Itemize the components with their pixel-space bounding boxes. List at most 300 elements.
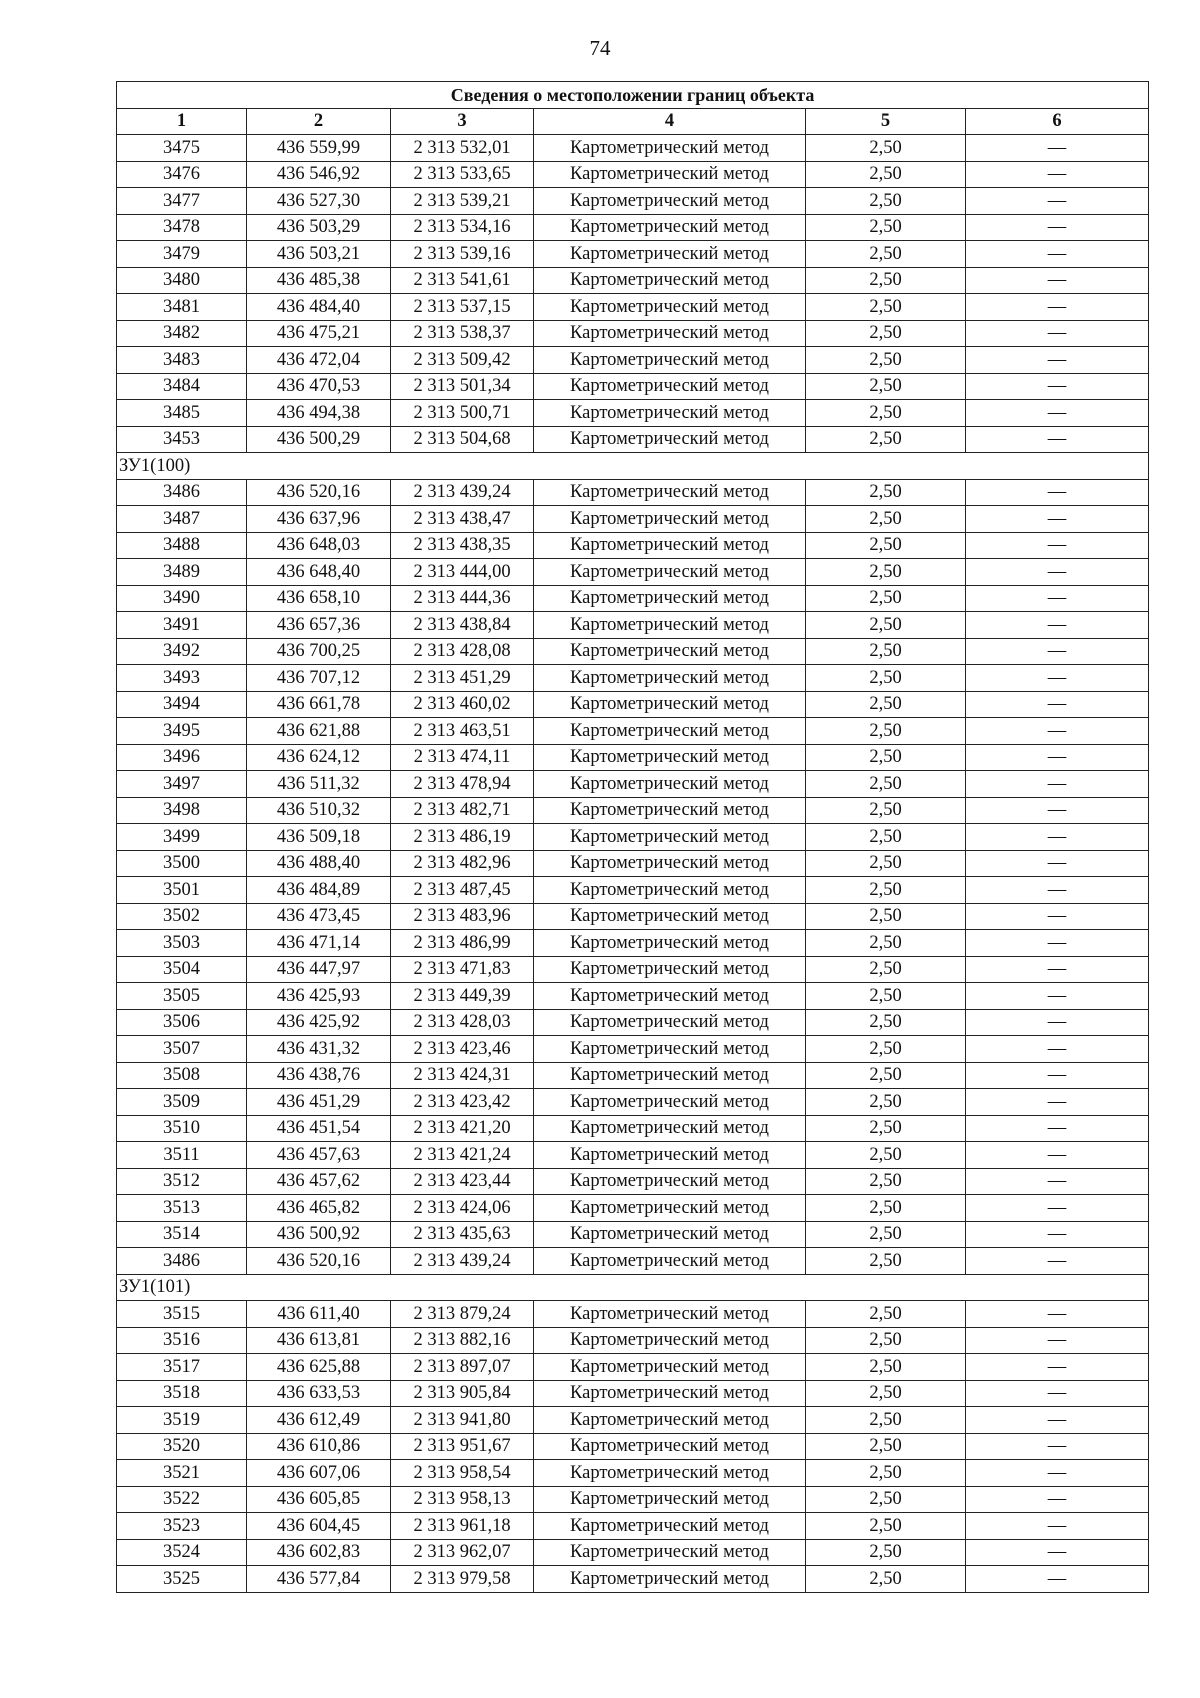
- description-cell: —: [966, 347, 1149, 374]
- method-cell: Картометрический метод: [534, 373, 806, 400]
- description-cell: —: [966, 1195, 1149, 1222]
- accuracy-cell: 2,50: [806, 320, 966, 347]
- accuracy-cell: 2,50: [806, 373, 966, 400]
- accuracy-cell: 2,50: [806, 1062, 966, 1089]
- description-cell: —: [966, 1486, 1149, 1513]
- table-row: [117, 214, 1149, 241]
- method-cell: Картометрический метод: [534, 585, 806, 612]
- y-coordinate-cell: 2 313 951,67: [391, 1433, 534, 1460]
- table-row: [117, 241, 1149, 268]
- y-coordinate-cell: 2 313 534,16: [391, 214, 534, 241]
- accuracy-cell: 2,50: [806, 930, 966, 957]
- x-coordinate-cell: 436 457,63: [247, 1142, 391, 1169]
- table-row: [117, 824, 1149, 851]
- description-cell: —: [966, 214, 1149, 241]
- accuracy-cell: 2,50: [806, 1301, 966, 1328]
- method-cell: Картометрический метод: [534, 1301, 806, 1328]
- point-number-cell: 3482: [117, 320, 247, 347]
- method-cell: Картометрический метод: [534, 1089, 806, 1116]
- point-number-cell: 3525: [117, 1566, 247, 1593]
- column-header: 3: [391, 108, 534, 135]
- table-row: [117, 267, 1149, 294]
- point-number-cell: 3519: [117, 1407, 247, 1434]
- accuracy-cell: 2,50: [806, 903, 966, 930]
- y-coordinate-cell: 2 313 537,15: [391, 294, 534, 321]
- x-coordinate-cell: 436 637,96: [247, 506, 391, 533]
- accuracy-cell: 2,50: [806, 400, 966, 427]
- table-row: [117, 1009, 1149, 1036]
- method-cell: Картометрический метод: [534, 214, 806, 241]
- method-cell: Картометрический метод: [534, 1460, 806, 1487]
- accuracy-cell: 2,50: [806, 1195, 966, 1222]
- method-cell: Картометрический метод: [534, 347, 806, 374]
- point-number-cell: 3514: [117, 1221, 247, 1248]
- description-cell: —: [966, 188, 1149, 215]
- description-cell: —: [966, 585, 1149, 612]
- point-number-cell: 3476: [117, 161, 247, 188]
- method-cell: Картометрический метод: [534, 1115, 806, 1142]
- table-row: [117, 135, 1149, 162]
- table-row: [117, 1380, 1149, 1407]
- point-number-cell: 3481: [117, 294, 247, 321]
- method-cell: Картометрический метод: [534, 1566, 806, 1593]
- y-coordinate-cell: 2 313 444,00: [391, 559, 534, 586]
- description-cell: —: [966, 1380, 1149, 1407]
- point-number-cell: 3511: [117, 1142, 247, 1169]
- description-cell: —: [966, 1354, 1149, 1381]
- accuracy-cell: 2,50: [806, 506, 966, 533]
- point-number-cell: 3518: [117, 1380, 247, 1407]
- accuracy-cell: 2,50: [806, 1327, 966, 1354]
- x-coordinate-cell: 436 520,16: [247, 1248, 391, 1275]
- point-number-cell: 3493: [117, 665, 247, 692]
- x-coordinate-cell: 436 604,45: [247, 1513, 391, 1540]
- table-row: [117, 506, 1149, 533]
- accuracy-cell: 2,50: [806, 1407, 966, 1434]
- method-cell: Картометрический метод: [534, 1380, 806, 1407]
- accuracy-cell: 2,50: [806, 1513, 966, 1540]
- accuracy-cell: 2,50: [806, 850, 966, 877]
- description-cell: —: [966, 1036, 1149, 1063]
- column-header: 2: [247, 108, 391, 135]
- point-number-cell: 3523: [117, 1513, 247, 1540]
- description-cell: —: [966, 824, 1149, 851]
- column-header: 5: [806, 108, 966, 135]
- method-cell: Картометрический метод: [534, 956, 806, 983]
- x-coordinate-cell: 436 473,45: [247, 903, 391, 930]
- description-cell: —: [966, 373, 1149, 400]
- table-row: [117, 1460, 1149, 1487]
- table-row: [117, 771, 1149, 798]
- accuracy-cell: 2,50: [806, 797, 966, 824]
- description-cell: —: [966, 1301, 1149, 1328]
- table-row: [117, 665, 1149, 692]
- x-coordinate-cell: 436 510,32: [247, 797, 391, 824]
- y-coordinate-cell: 2 313 428,08: [391, 638, 534, 665]
- table-row: [117, 1539, 1149, 1566]
- x-coordinate-cell: 436 471,14: [247, 930, 391, 957]
- table-row: [117, 1486, 1149, 1513]
- point-number-cell: 3517: [117, 1354, 247, 1381]
- accuracy-cell: 2,50: [806, 718, 966, 745]
- accuracy-cell: 2,50: [806, 241, 966, 268]
- column-header: 4: [534, 108, 806, 135]
- column-header: 1: [117, 108, 247, 135]
- point-number-cell: 3520: [117, 1433, 247, 1460]
- table-row: [117, 744, 1149, 771]
- x-coordinate-cell: 436 605,85: [247, 1486, 391, 1513]
- table-row: [117, 188, 1149, 215]
- x-coordinate-cell: 436 625,88: [247, 1354, 391, 1381]
- method-cell: Картометрический метод: [534, 850, 806, 877]
- table-row: [117, 373, 1149, 400]
- point-number-cell: 3521: [117, 1460, 247, 1487]
- description-cell: —: [966, 638, 1149, 665]
- accuracy-cell: 2,50: [806, 1566, 966, 1593]
- description-cell: —: [966, 1115, 1149, 1142]
- accuracy-cell: 2,50: [806, 1248, 966, 1275]
- y-coordinate-cell: 2 313 958,13: [391, 1486, 534, 1513]
- point-number-cell: 3483: [117, 347, 247, 374]
- description-cell: —: [966, 1009, 1149, 1036]
- page-number: 74: [589, 36, 611, 60]
- accuracy-cell: 2,50: [806, 665, 966, 692]
- x-coordinate-cell: 436 607,06: [247, 1460, 391, 1487]
- y-coordinate-cell: 2 313 501,34: [391, 373, 534, 400]
- y-coordinate-cell: 2 313 486,99: [391, 930, 534, 957]
- point-number-cell: 3512: [117, 1168, 247, 1195]
- x-coordinate-cell: 436 447,97: [247, 956, 391, 983]
- method-cell: Картометрический метод: [534, 506, 806, 533]
- description-cell: —: [966, 294, 1149, 321]
- description-cell: —: [966, 400, 1149, 427]
- point-number-cell: 3522: [117, 1486, 247, 1513]
- table-row: [117, 1301, 1149, 1328]
- x-coordinate-cell: 436 465,82: [247, 1195, 391, 1222]
- table-row: [117, 956, 1149, 983]
- description-cell: —: [966, 1566, 1149, 1593]
- y-coordinate-cell: 2 313 449,39: [391, 983, 534, 1010]
- method-cell: Картометрический метод: [534, 267, 806, 294]
- description-cell: —: [966, 135, 1149, 162]
- point-number-cell: 3479: [117, 241, 247, 268]
- method-cell: Картометрический метод: [534, 877, 806, 904]
- description-cell: —: [966, 691, 1149, 718]
- x-coordinate-cell: 436 559,99: [247, 135, 391, 162]
- description-cell: —: [966, 1142, 1149, 1169]
- method-cell: Картометрический метод: [534, 1407, 806, 1434]
- description-cell: —: [966, 903, 1149, 930]
- method-cell: Картометрический метод: [534, 559, 806, 586]
- description-cell: —: [966, 161, 1149, 188]
- section-row: [117, 453, 1149, 480]
- accuracy-cell: 2,50: [806, 638, 966, 665]
- table-row: [117, 1089, 1149, 1116]
- x-coordinate-cell: 436 509,18: [247, 824, 391, 851]
- column-header: 6: [966, 108, 1149, 135]
- x-coordinate-cell: 436 475,21: [247, 320, 391, 347]
- point-number-cell: 3491: [117, 612, 247, 639]
- y-coordinate-cell: 2 313 421,24: [391, 1142, 534, 1169]
- accuracy-cell: 2,50: [806, 1539, 966, 1566]
- method-cell: Картометрический метод: [534, 1195, 806, 1222]
- table-row: [117, 718, 1149, 745]
- point-number-cell: 3496: [117, 744, 247, 771]
- y-coordinate-cell: 2 313 478,94: [391, 771, 534, 798]
- table-row: [117, 1433, 1149, 1460]
- description-cell: —: [966, 718, 1149, 745]
- description-cell: —: [966, 930, 1149, 957]
- table-row: [117, 1327, 1149, 1354]
- description-cell: —: [966, 983, 1149, 1010]
- table-row: [117, 1168, 1149, 1195]
- section-label: ЗУ1(100): [117, 453, 1149, 480]
- y-coordinate-cell: 2 313 500,71: [391, 400, 534, 427]
- method-cell: Картометрический метод: [534, 426, 806, 453]
- point-number-cell: 3475: [117, 135, 247, 162]
- y-coordinate-cell: 2 313 961,18: [391, 1513, 534, 1540]
- accuracy-cell: 2,50: [806, 771, 966, 798]
- table-row: [117, 347, 1149, 374]
- description-cell: —: [966, 797, 1149, 824]
- y-coordinate-cell: 2 313 435,63: [391, 1221, 534, 1248]
- x-coordinate-cell: 436 648,40: [247, 559, 391, 586]
- y-coordinate-cell: 2 313 897,07: [391, 1354, 534, 1381]
- method-cell: Картометрический метод: [534, 161, 806, 188]
- x-coordinate-cell: 436 484,40: [247, 294, 391, 321]
- table-row: [117, 983, 1149, 1010]
- x-coordinate-cell: 436 633,53: [247, 1380, 391, 1407]
- point-number-cell: 3488: [117, 532, 247, 559]
- accuracy-cell: 2,50: [806, 214, 966, 241]
- y-coordinate-cell: 2 313 423,44: [391, 1168, 534, 1195]
- y-coordinate-cell: 2 313 486,19: [391, 824, 534, 851]
- point-number-cell: 3503: [117, 930, 247, 957]
- column-number-row: [117, 108, 1149, 135]
- table-row: [117, 1062, 1149, 1089]
- y-coordinate-cell: 2 313 882,16: [391, 1327, 534, 1354]
- x-coordinate-cell: 436 431,32: [247, 1036, 391, 1063]
- method-cell: Картометрический метод: [534, 135, 806, 162]
- x-coordinate-cell: 436 700,25: [247, 638, 391, 665]
- y-coordinate-cell: 2 313 474,11: [391, 744, 534, 771]
- table-row: [117, 691, 1149, 718]
- y-coordinate-cell: 2 313 438,84: [391, 612, 534, 639]
- point-number-cell: 3509: [117, 1089, 247, 1116]
- x-coordinate-cell: 436 503,29: [247, 214, 391, 241]
- accuracy-cell: 2,50: [806, 983, 966, 1010]
- x-coordinate-cell: 436 503,21: [247, 241, 391, 268]
- table-row: [117, 1248, 1149, 1275]
- y-coordinate-cell: 2 313 532,01: [391, 135, 534, 162]
- point-number-cell: 3484: [117, 373, 247, 400]
- y-coordinate-cell: 2 313 533,65: [391, 161, 534, 188]
- method-cell: Картометрический метод: [534, 903, 806, 930]
- point-number-cell: 3507: [117, 1036, 247, 1063]
- point-number-cell: 3501: [117, 877, 247, 904]
- description-cell: —: [966, 559, 1149, 586]
- table-row: [117, 1566, 1149, 1593]
- point-number-cell: 3487: [117, 506, 247, 533]
- x-coordinate-cell: 436 457,62: [247, 1168, 391, 1195]
- x-coordinate-cell: 436 494,38: [247, 400, 391, 427]
- accuracy-cell: 2,50: [806, 267, 966, 294]
- table-row: [117, 612, 1149, 639]
- point-number-cell: 3506: [117, 1009, 247, 1036]
- y-coordinate-cell: 2 313 541,61: [391, 267, 534, 294]
- x-coordinate-cell: 436 425,92: [247, 1009, 391, 1036]
- description-cell: —: [966, 1513, 1149, 1540]
- y-coordinate-cell: 2 313 539,16: [391, 241, 534, 268]
- method-cell: Картометрический метод: [534, 691, 806, 718]
- method-cell: Картометрический метод: [534, 744, 806, 771]
- table-row: [117, 1115, 1149, 1142]
- method-cell: Картометрический метод: [534, 188, 806, 215]
- x-coordinate-cell: 436 520,16: [247, 479, 391, 506]
- table-row: [117, 797, 1149, 824]
- method-cell: Картометрический метод: [534, 771, 806, 798]
- x-coordinate-cell: 436 612,49: [247, 1407, 391, 1434]
- table-row: [117, 1407, 1149, 1434]
- y-coordinate-cell: 2 313 482,71: [391, 797, 534, 824]
- accuracy-cell: 2,50: [806, 426, 966, 453]
- point-number-cell: 3495: [117, 718, 247, 745]
- x-coordinate-cell: 436 624,12: [247, 744, 391, 771]
- x-coordinate-cell: 436 657,36: [247, 612, 391, 639]
- method-cell: Картометрический метод: [534, 1248, 806, 1275]
- y-coordinate-cell: 2 313 421,20: [391, 1115, 534, 1142]
- y-coordinate-cell: 2 313 879,24: [391, 1301, 534, 1328]
- accuracy-cell: 2,50: [806, 1221, 966, 1248]
- point-number-cell: 3494: [117, 691, 247, 718]
- table-row: [117, 585, 1149, 612]
- table-row: [117, 903, 1149, 930]
- table-title: Сведения о местоположении границ объекта: [117, 82, 1149, 109]
- y-coordinate-cell: 2 313 438,35: [391, 532, 534, 559]
- y-coordinate-cell: 2 313 424,06: [391, 1195, 534, 1222]
- accuracy-cell: 2,50: [806, 532, 966, 559]
- x-coordinate-cell: 436 577,84: [247, 1566, 391, 1593]
- point-number-cell: 3504: [117, 956, 247, 983]
- point-number-cell: 3490: [117, 585, 247, 612]
- y-coordinate-cell: 2 313 439,24: [391, 1248, 534, 1275]
- y-coordinate-cell: 2 313 962,07: [391, 1539, 534, 1566]
- table-row: [117, 930, 1149, 957]
- table-row: [117, 559, 1149, 586]
- y-coordinate-cell: 2 313 444,36: [391, 585, 534, 612]
- table-row: [117, 426, 1149, 453]
- method-cell: Картометрический метод: [534, 1539, 806, 1566]
- description-cell: —: [966, 1539, 1149, 1566]
- description-cell: —: [966, 241, 1149, 268]
- table-row: [117, 320, 1149, 347]
- method-cell: Картометрический метод: [534, 612, 806, 639]
- point-number-cell: 3453: [117, 426, 247, 453]
- y-coordinate-cell: 2 313 438,47: [391, 506, 534, 533]
- table-row: [117, 1142, 1149, 1169]
- description-cell: —: [966, 877, 1149, 904]
- accuracy-cell: 2,50: [806, 585, 966, 612]
- x-coordinate-cell: 436 425,93: [247, 983, 391, 1010]
- description-cell: —: [966, 320, 1149, 347]
- section-row: [117, 1274, 1149, 1301]
- y-coordinate-cell: 2 313 509,42: [391, 347, 534, 374]
- point-number-cell: 3508: [117, 1062, 247, 1089]
- description-cell: —: [966, 744, 1149, 771]
- description-cell: —: [966, 532, 1149, 559]
- method-cell: Картометрический метод: [534, 1433, 806, 1460]
- accuracy-cell: 2,50: [806, 294, 966, 321]
- x-coordinate-cell: 436 470,53: [247, 373, 391, 400]
- table-title-row: [117, 82, 1149, 109]
- accuracy-cell: 2,50: [806, 479, 966, 506]
- method-cell: Картометрический метод: [534, 400, 806, 427]
- point-number-cell: 3524: [117, 1539, 247, 1566]
- method-cell: Картометрический метод: [534, 1168, 806, 1195]
- x-coordinate-cell: 436 451,54: [247, 1115, 391, 1142]
- method-cell: Картометрический метод: [534, 294, 806, 321]
- table-row: [117, 1354, 1149, 1381]
- x-coordinate-cell: 436 472,04: [247, 347, 391, 374]
- description-cell: —: [966, 665, 1149, 692]
- point-number-cell: 3477: [117, 188, 247, 215]
- method-cell: Картометрический метод: [534, 479, 806, 506]
- x-coordinate-cell: 436 488,40: [247, 850, 391, 877]
- method-cell: Картометрический метод: [534, 1354, 806, 1381]
- method-cell: Картометрический метод: [534, 1062, 806, 1089]
- method-cell: Картометрический метод: [534, 241, 806, 268]
- y-coordinate-cell: 2 313 504,68: [391, 426, 534, 453]
- accuracy-cell: 2,50: [806, 161, 966, 188]
- method-cell: Картометрический метод: [534, 1036, 806, 1063]
- y-coordinate-cell: 2 313 538,37: [391, 320, 534, 347]
- method-cell: Картометрический метод: [534, 1142, 806, 1169]
- description-cell: —: [966, 1062, 1149, 1089]
- accuracy-cell: 2,50: [806, 1460, 966, 1487]
- description-cell: —: [966, 1460, 1149, 1487]
- description-cell: —: [966, 267, 1149, 294]
- accuracy-cell: 2,50: [806, 1168, 966, 1195]
- method-cell: Картометрический метод: [534, 1009, 806, 1036]
- y-coordinate-cell: 2 313 958,54: [391, 1460, 534, 1487]
- point-number-cell: 3480: [117, 267, 247, 294]
- x-coordinate-cell: 436 658,10: [247, 585, 391, 612]
- y-coordinate-cell: 2 313 460,02: [391, 691, 534, 718]
- x-coordinate-cell: 436 511,32: [247, 771, 391, 798]
- accuracy-cell: 2,50: [806, 1115, 966, 1142]
- accuracy-cell: 2,50: [806, 188, 966, 215]
- point-number-cell: 3515: [117, 1301, 247, 1328]
- x-coordinate-cell: 436 648,03: [247, 532, 391, 559]
- y-coordinate-cell: 2 313 423,42: [391, 1089, 534, 1116]
- description-cell: —: [966, 850, 1149, 877]
- accuracy-cell: 2,50: [806, 1433, 966, 1460]
- x-coordinate-cell: 436 621,88: [247, 718, 391, 745]
- point-number-cell: 3485: [117, 400, 247, 427]
- table-row: [117, 638, 1149, 665]
- y-coordinate-cell: 2 313 539,21: [391, 188, 534, 215]
- y-coordinate-cell: 2 313 941,80: [391, 1407, 534, 1434]
- y-coordinate-cell: 2 313 424,31: [391, 1062, 534, 1089]
- accuracy-cell: 2,50: [806, 744, 966, 771]
- point-number-cell: 3489: [117, 559, 247, 586]
- point-number-cell: 3492: [117, 638, 247, 665]
- description-cell: —: [966, 956, 1149, 983]
- table-row: [117, 294, 1149, 321]
- accuracy-cell: 2,50: [806, 1009, 966, 1036]
- accuracy-cell: 2,50: [806, 1354, 966, 1381]
- accuracy-cell: 2,50: [806, 691, 966, 718]
